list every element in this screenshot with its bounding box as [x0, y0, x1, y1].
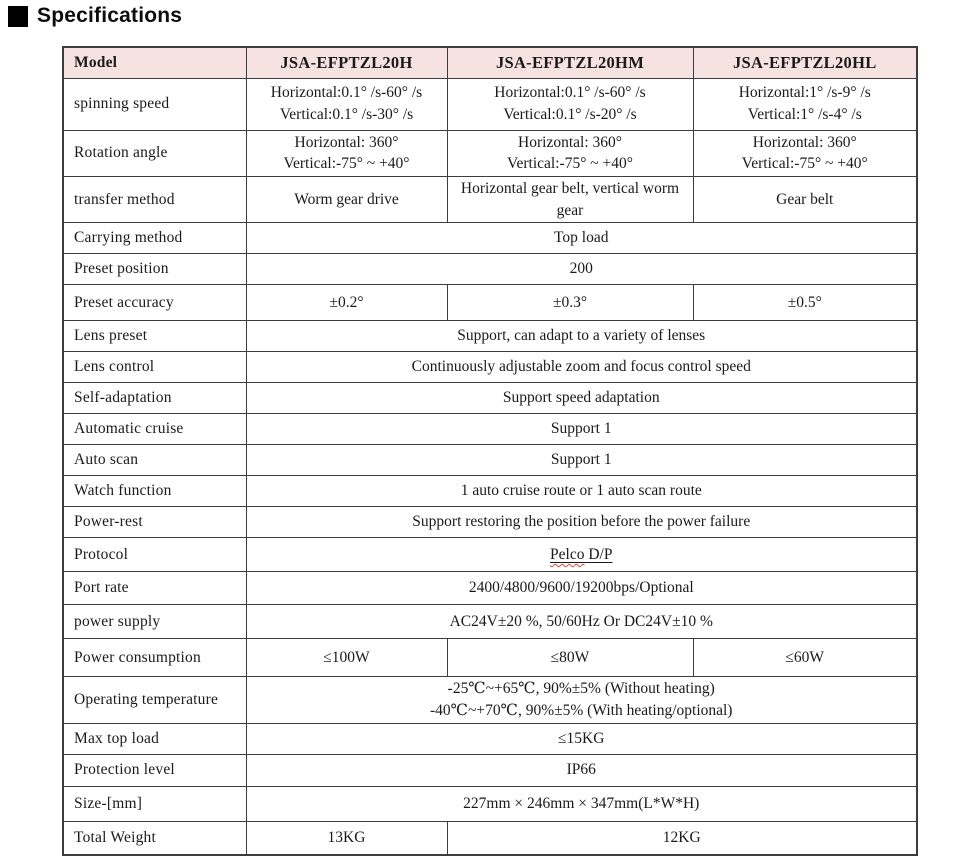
row-label: Protocol [63, 538, 246, 572]
cell-value: Worm gear drive [246, 176, 447, 222]
row-label: Operating temperature [63, 677, 246, 723]
row-label: transfer method [63, 176, 246, 222]
page-title: Specifications [37, 4, 183, 27]
black-square-bullet-icon [8, 6, 28, 27]
row-power-rest [63, 507, 917, 538]
row-automatic-cruise [63, 414, 917, 445]
cell-value: ±0.5° [693, 285, 917, 321]
row-label: Automatic cruise [63, 414, 246, 445]
cell-value: ≤80W [447, 639, 693, 677]
cell-value: 12KG [447, 821, 917, 855]
cell-line: Horizontal: 360° [294, 133, 399, 151]
cell-value: 2400/4800/9600/19200bps/Optional [246, 572, 917, 605]
row-label: Lens control [63, 352, 246, 383]
cell-value: Support speed adaptation [246, 383, 917, 414]
cell-value: 227mm × 246mm × 347mm(L*W*H) [246, 786, 917, 821]
cell-value: 200 [246, 254, 917, 285]
protocol-value-rest: D/P [584, 545, 613, 563]
row-label: Carrying method [63, 223, 246, 254]
cell-value [447, 130, 693, 176]
cell-value [246, 78, 447, 130]
row-label: Max top load [63, 723, 246, 754]
cell-value [447, 78, 693, 130]
row-auto-scan [63, 445, 917, 476]
cell-value: Support 1 [246, 445, 917, 476]
header-model-3: JSA-EFPTZL20HL [693, 47, 917, 78]
cell-value: Top load [246, 223, 917, 254]
cell-value: 1 auto cruise route or 1 auto scan route [246, 476, 917, 507]
row-preset-accuracy [63, 285, 917, 321]
row-size-mm [63, 786, 917, 821]
cell-value: ±0.2° [246, 285, 447, 321]
cell-line: Horizontal:0.1° /s-60° /s [270, 84, 423, 102]
row-power-consumption [63, 639, 917, 677]
row-label: Power consumption [63, 639, 246, 677]
cell-value: 13KG [246, 821, 447, 855]
cell-value: Horizontal gear belt, vertical worm gear [447, 176, 693, 222]
row-label: Total Weight [63, 821, 246, 855]
row-protection-level [63, 754, 917, 786]
cell-value: Support 1 [246, 414, 917, 445]
cell-value: ±0.3° [447, 285, 693, 321]
row-power-supply [63, 605, 917, 639]
row-label: Watch function [63, 476, 246, 507]
row-label: power supply [63, 605, 246, 639]
header-model-2: JSA-EFPTZL20HM [447, 47, 693, 78]
cell-value: Continuously adjustable zoom and focus control speed [246, 352, 917, 383]
header-model-1: JSA-EFPTZL20H [246, 47, 447, 78]
cell-line: Horizontal: 360° [518, 133, 622, 151]
cell-value [246, 677, 917, 723]
row-lens-control [63, 352, 917, 383]
cell-line: Vertical:0.1° /s-20° /s [503, 106, 637, 123]
row-max-top-load [63, 723, 917, 754]
row-protocol [63, 538, 917, 572]
cell-line: -40℃~+70℃, 90%±5% (With heating/optional) [430, 701, 733, 719]
spellcheck-underlined-word: Pelco [550, 545, 585, 563]
cell-value: Support restoring the position before the power failure [246, 507, 917, 538]
row-label: Port rate [63, 572, 246, 605]
cell-value: Gear belt [693, 176, 917, 222]
cell-line: -25℃~+65℃, 90%±5% (Without heating) [447, 680, 715, 698]
row-carrying-method [63, 223, 917, 254]
header-model-label: Model [63, 47, 246, 78]
row-rotation-angle [63, 130, 917, 176]
cell-value: AC24V±20 %, 50/60Hz Or DC24V±10 % [246, 605, 917, 639]
row-spinning-speed [63, 78, 917, 130]
cell-value: ≤15KG [246, 723, 917, 754]
cell-value [693, 130, 917, 176]
row-label: Protection level [63, 754, 246, 786]
cell-value: ≤100W [246, 639, 447, 677]
specifications-table [62, 46, 918, 856]
cell-line: Horizontal:0.1° /s-60° /s [494, 84, 646, 102]
cell-line: Horizontal: 360° [752, 133, 857, 151]
protocol-value [550, 546, 612, 563]
cell-line: Vertical:1° /s-4° /s [747, 106, 862, 123]
cell-value: ≤60W [693, 639, 917, 677]
row-lens-preset [63, 321, 917, 352]
row-label: spinning speed [63, 78, 246, 130]
row-total-weight [63, 821, 917, 855]
cell-line: Vertical:-75° ~ +40° [741, 155, 868, 173]
row-label: Auto scan [63, 445, 246, 476]
row-label: Size-[mm] [63, 786, 246, 821]
cell-value: IP66 [246, 754, 917, 786]
row-label: Rotation angle [63, 130, 246, 176]
cell-value: Support, can adapt to a variety of lenses [246, 321, 917, 352]
cell-value [246, 538, 917, 572]
table-header-row [63, 47, 917, 78]
row-watch-function [63, 476, 917, 507]
cell-line: Horizontal:1° /s-9° /s [738, 84, 871, 102]
cell-value [693, 78, 917, 130]
row-port-rate [63, 572, 917, 605]
section-title-bar [8, 4, 182, 28]
cell-line: Vertical:0.1° /s-30° /s [279, 106, 414, 123]
row-label: Preset accuracy [63, 285, 246, 321]
row-label: Power-rest [63, 507, 246, 538]
cell-line: Vertical:-75° ~ +40° [283, 155, 410, 173]
row-operating-temperature [63, 677, 917, 723]
row-label: Preset position [63, 254, 246, 285]
cell-value [246, 130, 447, 176]
row-transfer-method [63, 176, 917, 222]
cell-line: Vertical:-75° ~ +40° [507, 155, 633, 173]
row-label: Self-adaptation [63, 383, 246, 414]
row-preset-position [63, 254, 917, 285]
row-label: Lens preset [63, 321, 246, 352]
row-self-adaptation [63, 383, 917, 414]
